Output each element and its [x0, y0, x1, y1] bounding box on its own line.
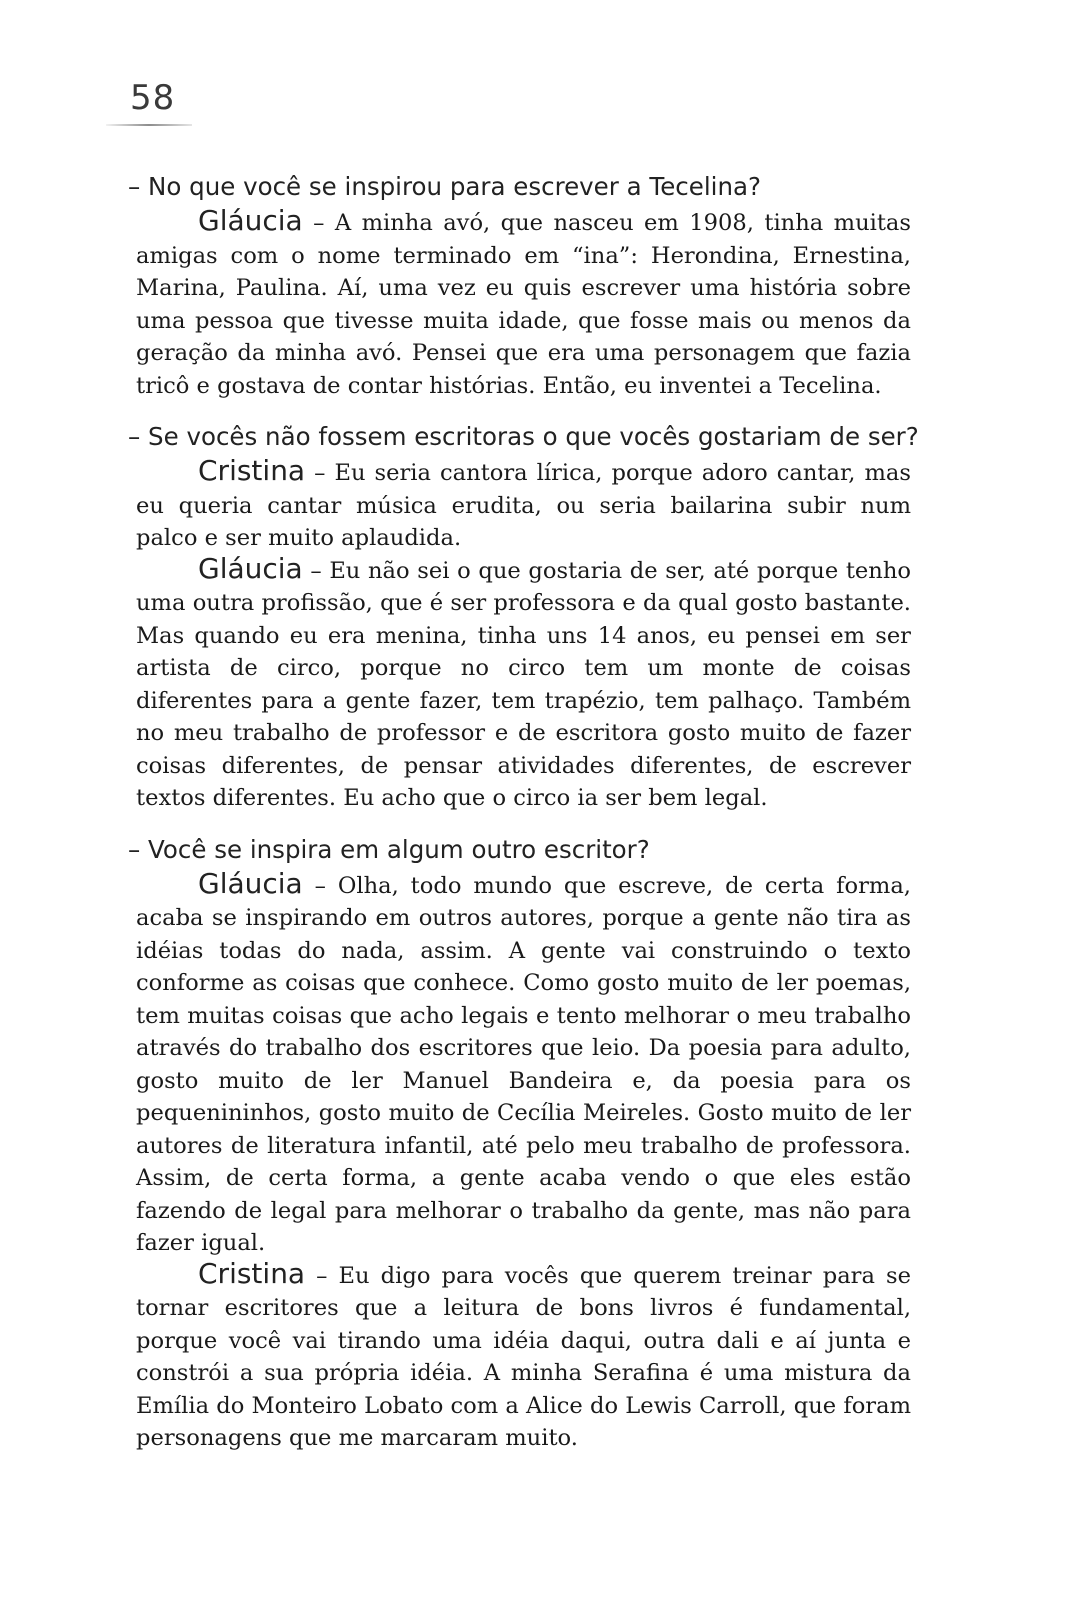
speaker-name: Gláucia: [198, 204, 303, 237]
page-number-rule: [106, 124, 192, 126]
interview-answer: [136, 204, 911, 402]
answer-text: – A minha avó, que nasceu em 1908, tinha muitas amigas com o nome terminado em “ina”: Herondina, Ernestina, Marina, Paulina. Aí, uma vez eu quis escrever uma história sobre uma pessoa que tivesse muita idade, que fosse mais ou menos da geração da minha avó. Pensei que era uma personagem que fazia tricô e gostava de contar histórias. Então, eu inventei a Tecelina.: [136, 210, 911, 399]
speaker-name: Cristina: [198, 454, 306, 487]
interview-question: – No que você se inspirou para escrever a Tecelina?: [128, 172, 761, 201]
interview-question: – Você se inspira em algum outro escritor?: [128, 834, 650, 864]
answer-text: – Olha, todo mundo que escreve, de certa forma, acaba se inspirando em outros autores, porque a gente não tira as idéias todas do nada, assim. A gente vai construindo o texto conforme as coisas que conhece. Como gosto muito de ler poemas, tem muitas coisas que acho legais e tento melhorar o meu trabalho através do trabalho dos escritores que leio. Da poesia para adulto, gosto muito de ler Manuel Bandeira e, da poesia para os pequenininhos, gosto muito de Cecília Meireles. Gosto muito de ler autores de literatura infantil, até pelo meu trabalho de professora. Assim, de certa forma, a gente acaba vendo o que eles estão fazendo de legal para melhorar o trabalho da gente, mas não para fazer igual.: [136, 872, 911, 1256]
speaker-name: Gláucia: [198, 866, 303, 900]
interview-answer: [136, 454, 911, 555]
interview-answer: [136, 866, 911, 1260]
interview-question: – Se vocês não fossem escritoras o que vocês gostariam de ser?: [128, 422, 919, 451]
interview-body: [128, 170, 919, 1455]
page-number: 58: [130, 78, 176, 118]
interview-answer: [136, 1256, 911, 1455]
interview-answer: [136, 551, 911, 815]
speaker-name: Cristina: [198, 1256, 306, 1290]
answer-text: – Eu não sei o que gostaria de ser, até porque tenho uma outra profissão, que é ser professora e da qual gosto bastante. Mas quando eu era menina, tinha uns 14 anos, eu pensei em ser artista de circo, porque no circo tem um monte de coisas diferentes para a gente fazer, tem trapézio, tem palhaço. Também no meu trabalho de professor e de escritora gosto muito de fazer coisas diferentes, de pensar atividades diferentes, de escrever textos diferentes. Eu acho que o circo ia ser bem legal.: [136, 557, 911, 811]
answer-text: – Eu seria cantora lírica, porque adoro cantar, mas eu queria cantar música erudita, ou seria bailarina subir num palco e ser muito aplaudida.: [136, 460, 911, 551]
answer-text: – Eu digo para vocês que querem treinar para se tornar escritores que a leitura de bons livros é fundamental, porque você vai tirando uma idéia daqui, outra dali e aí junta e constrói a sua própria idéia. A minha Serafina é uma mistura da Emília do Monteiro Lobato com a Alice do Lewis Carroll, que foram personagens que me marcaram muito.: [136, 1262, 911, 1451]
speaker-name: Gláucia: [198, 551, 303, 585]
